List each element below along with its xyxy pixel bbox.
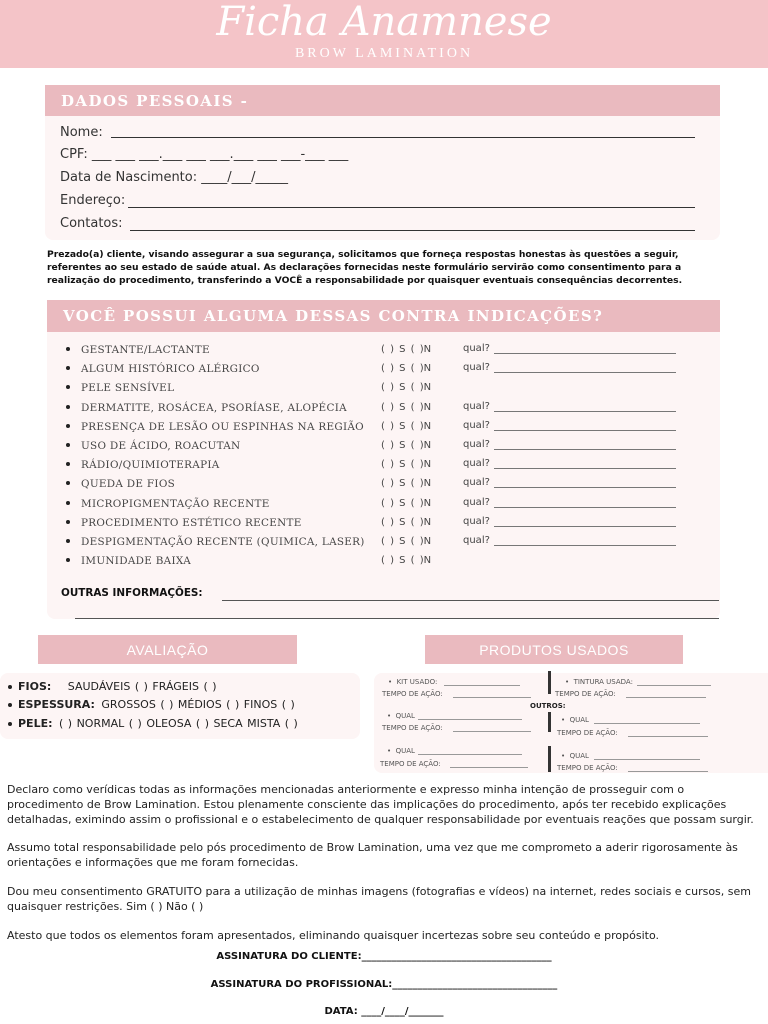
- which-field[interactable]: [494, 353, 676, 354]
- which-label: qual?: [463, 458, 490, 470]
- tint-time-field[interactable]: [626, 697, 706, 698]
- yes-no-options[interactable]: ( ) S ( )N: [381, 401, 432, 413]
- tint-used-field[interactable]: [637, 685, 711, 686]
- address-field[interactable]: [128, 207, 695, 208]
- contraindication-row: [66, 381, 706, 397]
- which-field[interactable]: [494, 468, 676, 469]
- which-label: qual?: [463, 400, 490, 412]
- others-label: OUTROS:: [530, 702, 566, 710]
- contraindication-row: [66, 477, 706, 493]
- contraindication-label: DESPIGMENTAÇÃO RECENTE (QUIMICA, LASER): [81, 536, 365, 548]
- which-label: qual?: [463, 477, 490, 489]
- contraindication-label: MICROPIGMENTAÇÃO RECENTE: [81, 497, 270, 510]
- contraindication-label: ALGUM HISTÓRICO ALÉRGICO: [81, 363, 260, 376]
- contraindication-row: [66, 362, 706, 378]
- yes-no-options[interactable]: ( ) S ( )N: [381, 536, 432, 547]
- page-subtitle: BROW LAMINATION: [294, 46, 474, 61]
- declaration-paragraph-4: Atesto que todos os elementos foram apresentados, eliminando quaisquer incertezas sobre seu conteúdo e propósito.: [7, 929, 659, 942]
- yes-no-options[interactable]: ( ) S ( )N: [381, 555, 432, 567]
- bullet: [8, 722, 12, 726]
- column-separator: [548, 671, 551, 694]
- kit-time-label: TEMPO DE AÇÃO:: [382, 690, 443, 698]
- contraindication-label: PROCEDIMENTO ESTÉTICO RECENTE: [81, 516, 302, 529]
- bullet: [66, 443, 70, 447]
- which-label: qual?: [463, 439, 490, 450]
- qual-field-1[interactable]: [418, 719, 522, 720]
- qual-label-2: • QUAL: [387, 747, 415, 755]
- contraindication-label: RÁDIO/QUIMIOTERAPIA: [81, 459, 220, 472]
- hair-strands-options[interactable]: SAUDÁVEIS ( ) FRÁGEIS ( ): [67, 680, 217, 693]
- qual-time-label-4: TEMPO DE AÇÃO:: [557, 764, 618, 772]
- other-info-label: OUTRAS INFORMAÇÕES:: [61, 587, 203, 599]
- skin-options[interactable]: ( ) NORMAL ( ) OLEOSA ( ) SECA MISTA ( ): [59, 717, 298, 730]
- column-separator: [548, 712, 551, 732]
- contraindication-row: [66, 458, 706, 474]
- contraindication-row: [66, 554, 706, 570]
- yes-no-options[interactable]: ( ) S ( )N: [381, 440, 432, 451]
- hair-strands-row: [8, 680, 217, 693]
- which-label: qual?: [463, 343, 490, 354]
- yes-no-options[interactable]: ( ) S ( )N: [381, 497, 432, 509]
- contraindication-row: [66, 439, 706, 455]
- name-label: Nome:: [60, 125, 103, 140]
- qual-time-field-4[interactable]: [628, 771, 708, 772]
- yes-no-options[interactable]: ( ) S ( )N: [381, 478, 432, 490]
- qual-time-field-3[interactable]: [628, 736, 708, 737]
- cpf-field[interactable]: CPF: ___ ___ ___.___ ___ ___.___ ___ ___-___ ___: [60, 147, 349, 162]
- column-separator: [548, 746, 551, 772]
- which-label: qual?: [463, 535, 490, 546]
- yes-no-options[interactable]: ( ) S ( )N: [381, 420, 432, 432]
- evaluation-panel: [0, 673, 360, 739]
- declaration-paragraph-2: Assumo total responsabilidade pelo pós procedimento de Brow Lamination, uma vez que me comprometo a aderir rigorosamente às orientações e informações que me foram fornecidas.: [7, 841, 738, 869]
- qual-time-field-2[interactable]: [450, 767, 528, 768]
- image-consent-paragraph: Dou meu consentimento GRATUITO para a utilização de minhas imagens (fotografias e vídeos) na internet, redes sociais e cursos, sem quaisquer restrições. Sim ( ) Não ( ): [7, 885, 751, 913]
- kit-time-field[interactable]: [453, 697, 531, 698]
- header-banner: [0, 0, 768, 68]
- qual-time-field-1[interactable]: [453, 731, 531, 732]
- address-label: Endereço:: [60, 193, 126, 208]
- bullet: [66, 520, 70, 524]
- bullet: [66, 481, 70, 485]
- contraindication-label: PELE SENSÍVEL: [81, 382, 175, 395]
- page-title: Ficha Anamnese: [216, 0, 552, 45]
- contraindication-label: USO DE ÁCIDO, ROACUTAN: [81, 440, 241, 452]
- other-info-field-2[interactable]: [75, 618, 719, 619]
- skin-row: [8, 717, 298, 730]
- which-field[interactable]: [494, 449, 676, 450]
- name-field[interactable]: [111, 137, 695, 138]
- contraindication-row: [66, 343, 706, 359]
- bullet: [66, 405, 70, 409]
- bullet: [66, 385, 70, 389]
- contraindication-row: [66, 516, 706, 532]
- contraindication-label: QUEDA DE FIOS: [81, 478, 176, 491]
- contraindication-row: [66, 535, 706, 551]
- bullet: [66, 366, 70, 370]
- which-field[interactable]: [494, 545, 676, 546]
- qual-field-3[interactable]: [594, 723, 700, 724]
- kit-used-field[interactable]: [444, 685, 520, 686]
- which-field[interactable]: [494, 487, 676, 488]
- personal-data-heading: DADOS PESSOAIS -: [45, 85, 720, 116]
- bullet: [8, 703, 12, 707]
- birthdate-field[interactable]: Data de Nascimento: ____/___/_____: [60, 170, 289, 185]
- which-label: qual?: [463, 419, 490, 431]
- client-signature-field[interactable]: ASSINATURA DO CLIENTE:______________________________________: [216, 951, 552, 962]
- bullet: [66, 501, 70, 505]
- qual-time-label-3: TEMPO DE AÇÃO:: [557, 729, 618, 737]
- hair-strands-label: FIOS:: [18, 680, 52, 693]
- contraindication-row: [66, 497, 706, 513]
- skin-label: PELE:: [18, 717, 53, 730]
- contraindication-label: GESTANTE/LACTANTE: [81, 344, 210, 356]
- contraindication-row: [66, 420, 706, 436]
- bullet: [66, 539, 70, 543]
- thickness-options[interactable]: GROSSOS ( ) MÉDIOS ( ) FINOS ( ): [101, 698, 295, 711]
- qual-field-4[interactable]: [594, 759, 700, 760]
- yes-no-options[interactable]: ( ) S ( )N: [381, 344, 432, 355]
- tint-time-label: TEMPO DE AÇÃO:: [555, 690, 616, 698]
- declaration-paragraph-1: Declaro como verídicas todas as informações mencionadas anteriormente e expresso minha intenção de prosseguir com o procedimento de Brow Lamination. Estou plenamente consciente das implicações do procedimento, após ter recebido explicações detalhadas, eximindo assim o profissional e o estabelecimento de qualquer responsabilidade por eventuais reações que possam surgir.: [7, 783, 754, 826]
- contacts-label: Contatos:: [60, 216, 123, 231]
- contraindication-row: [66, 401, 706, 417]
- which-label: qual?: [463, 515, 490, 527]
- qual-label-3: • QUAL: [561, 716, 589, 724]
- kit-used-label: • KIT USADO:: [388, 678, 438, 686]
- which-label: qual?: [463, 362, 490, 374]
- which-field[interactable]: [494, 372, 676, 373]
- bullet: [66, 347, 70, 351]
- other-info-field[interactable]: [222, 600, 719, 601]
- contacts-field[interactable]: [130, 230, 695, 231]
- client-notice: Prezado(a) cliente, visando assegurar a sua segurança, solicitamos que forneça respostas honestas às questões a seguir, referentes ao seu estado de saúde atual. As declarações fornecidas neste formulário servirão como consentimento para a realização do procedimento, transferindo a VOCÊ a responsabilidade por quaisquer eventuais consequências decorrentes.: [47, 249, 683, 286]
- which-field[interactable]: [494, 507, 676, 508]
- yes-no-options[interactable]: ( ) S ( )N: [381, 382, 432, 394]
- qual-time-label-2: TEMPO DE AÇÃO:: [380, 760, 441, 768]
- contraindication-label: IMUNIDADE BAIXA: [81, 555, 192, 568]
- date-field[interactable]: DATA: ____/____/_______: [324, 1006, 444, 1017]
- bullet: [66, 424, 70, 428]
- which-label: qual?: [463, 496, 490, 508]
- qual-time-label-1: TEMPO DE AÇÃO:: [382, 724, 443, 732]
- tint-used-label: • TINTURA USADA:: [565, 678, 633, 686]
- thickness-label: ESPESSURA:: [18, 698, 95, 711]
- qual-label-4: • QUAL: [561, 752, 589, 760]
- thickness-row: [8, 698, 295, 711]
- yes-no-options[interactable]: ( ) S ( )N: [381, 459, 432, 471]
- which-field[interactable]: [494, 526, 676, 527]
- qual-field-2[interactable]: [418, 754, 522, 755]
- products-heading: PRODUTOS USADOS: [425, 635, 683, 664]
- yes-no-options[interactable]: ( ) S ( )N: [381, 363, 432, 375]
- bullet: [66, 462, 70, 466]
- bullet: [8, 685, 12, 689]
- contraindications-heading: VOCÊ POSSUI ALGUMA DESSAS CONTRA INDICAÇÕES?: [47, 300, 720, 332]
- evaluation-heading: AVALIAÇÃO: [38, 635, 297, 664]
- bullet: [66, 558, 70, 562]
- professional-signature-field[interactable]: ASSINATURA DO PROFISSIONAL:_________________________________: [210, 979, 558, 990]
- contraindication-label: PRESENÇA DE LESÃO OU ESPINHAS NA REGIÃO: [81, 420, 364, 433]
- which-field[interactable]: [494, 411, 676, 412]
- yes-no-options[interactable]: ( ) S ( )N: [381, 516, 432, 528]
- qual-label-1: • QUAL: [387, 712, 415, 720]
- which-field[interactable]: [494, 430, 676, 431]
- contraindication-label: DERMATITE, ROSÁCEA, PSORÍASE, ALOPÉCIA: [81, 401, 347, 414]
